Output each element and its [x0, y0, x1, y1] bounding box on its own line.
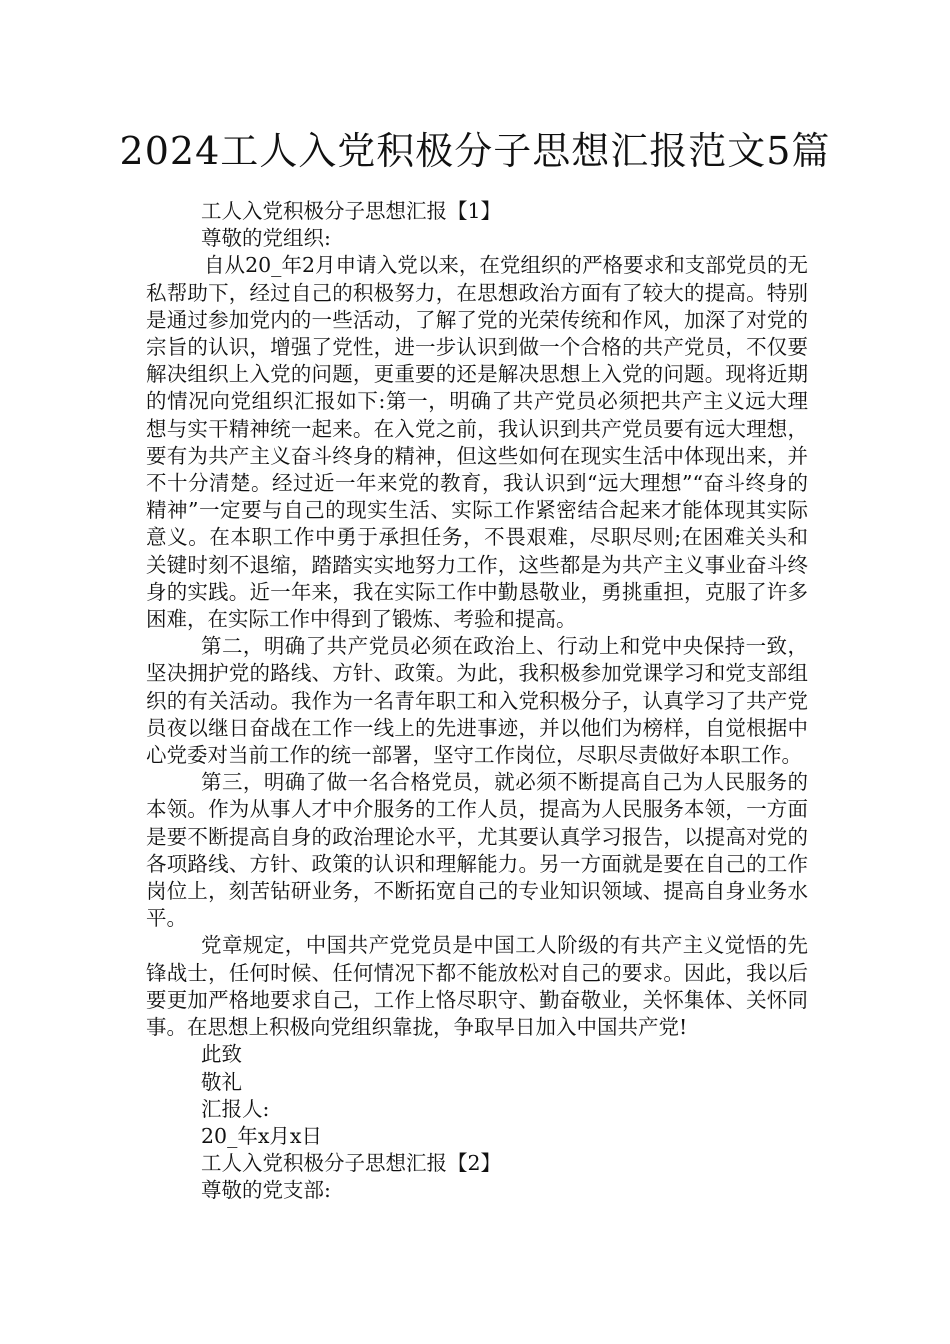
report-1-reporter: 汇报人:	[201, 1096, 270, 1121]
report-1-paragraph-4: 党章规定，中国共产党党员是中国工人阶级的有共产主义觉悟的先锋战士，任何时候、任何情况下都不能放松对自己的要求。因此，我以后要更加严格地要求自己，工作上恪尽职守、勤奋敬业，关怀集体、关怀同事。在思想上积极向党组织靠拢，争取早日加入中国共产党!	[146, 933, 808, 1040]
report-1-paragraph-1: 自从20_年2月申请入党以来，在党组织的严格要求和支部党员的无私帮助下，经过自己的积极努力，在思想政治方面有了较大的提高。特别是通过参加党内的一些活动，了解了党的光荣传统和作风，加深了对党的宗旨的认识，增强了党性，进一步认识到做一个合格的共产党员，不仅要解决组织上入党的问题，更重要的还是解决思想上入党的问题。现将近期的情况向党组织汇报如下:第一，明确了共产党员必须把共产主义远大理想与实干精神统一起来。在入党之前，我认识到共产党员要有远大理想，要有为共产主义奋斗终身的精神，但这些如何在现实生活中体现出来，并不十分清楚。经过近一年来党的教育，我认识到“远大理想”“奋斗终身的精神”一定要与自己的现实生活、实际工作紧密结合起来才能体现其实际意义。在本职工作中勇于承担任务，不畏艰难，尽职尽则;在困难关头和关键时刻不退缩，踏踏实实地努力工作，这些都是为共产主义事业奋斗终身的实践。近一年来，我在实际工作中勤恳敬业，勇挑重担，克服了许多困难，在实际工作中得到了锻炼、考验和提高。	[146, 253, 808, 632]
report-1-closing-2: 敬礼	[201, 1069, 242, 1094]
report-1-heading: 工人入党积极分子思想汇报【1】	[201, 199, 502, 223]
report-2-heading: 工人入党积极分子思想汇报【2】	[201, 1151, 502, 1176]
report-1-date: 20_年x月x日	[201, 1123, 322, 1148]
report-2-salutation: 尊敬的党支部:	[201, 1178, 331, 1203]
report-1-paragraph-3: 第三，明确了做一名合格党员，就必须不断提高自己为人民服务的本领。作为从事人才中介服务的工作人员，提高为人民服务本领，一方面是要不断提高自身的政治理论水平，尤其要认真学习报告，以提高对党的各项路线、方针、政策的认识和理解能力。另一方面就是要在自己的工作岗位上，刻苦钻研业务，不断拓宽自己的专业知识领域、提高自身业务水平。	[146, 770, 808, 931]
report-1-closing-1: 此致	[201, 1042, 242, 1067]
report-1-paragraph-2: 第二，明确了共产党员必须在政治上、行动上和党中央保持一致，坚决拥护党的路线、方针、政策。为此，我积极参加党课学习和党支部组织的有关活动。我作为一名青年职工和入党积极分子，认真学习了共产党员夜以继日奋战在工作一线上的先进事迹，并以他们为榜样，自觉根据中心党委对当前工作的统一部署，坚守工作岗位，尽职尽责做好本职工作。	[146, 634, 808, 768]
document-title: 2024工人入党积极分子思想汇报范文5篇	[119, 129, 831, 173]
report-1-salutation: 尊敬的党组织:	[201, 226, 331, 251]
document-body	[146, 198, 808, 1205]
